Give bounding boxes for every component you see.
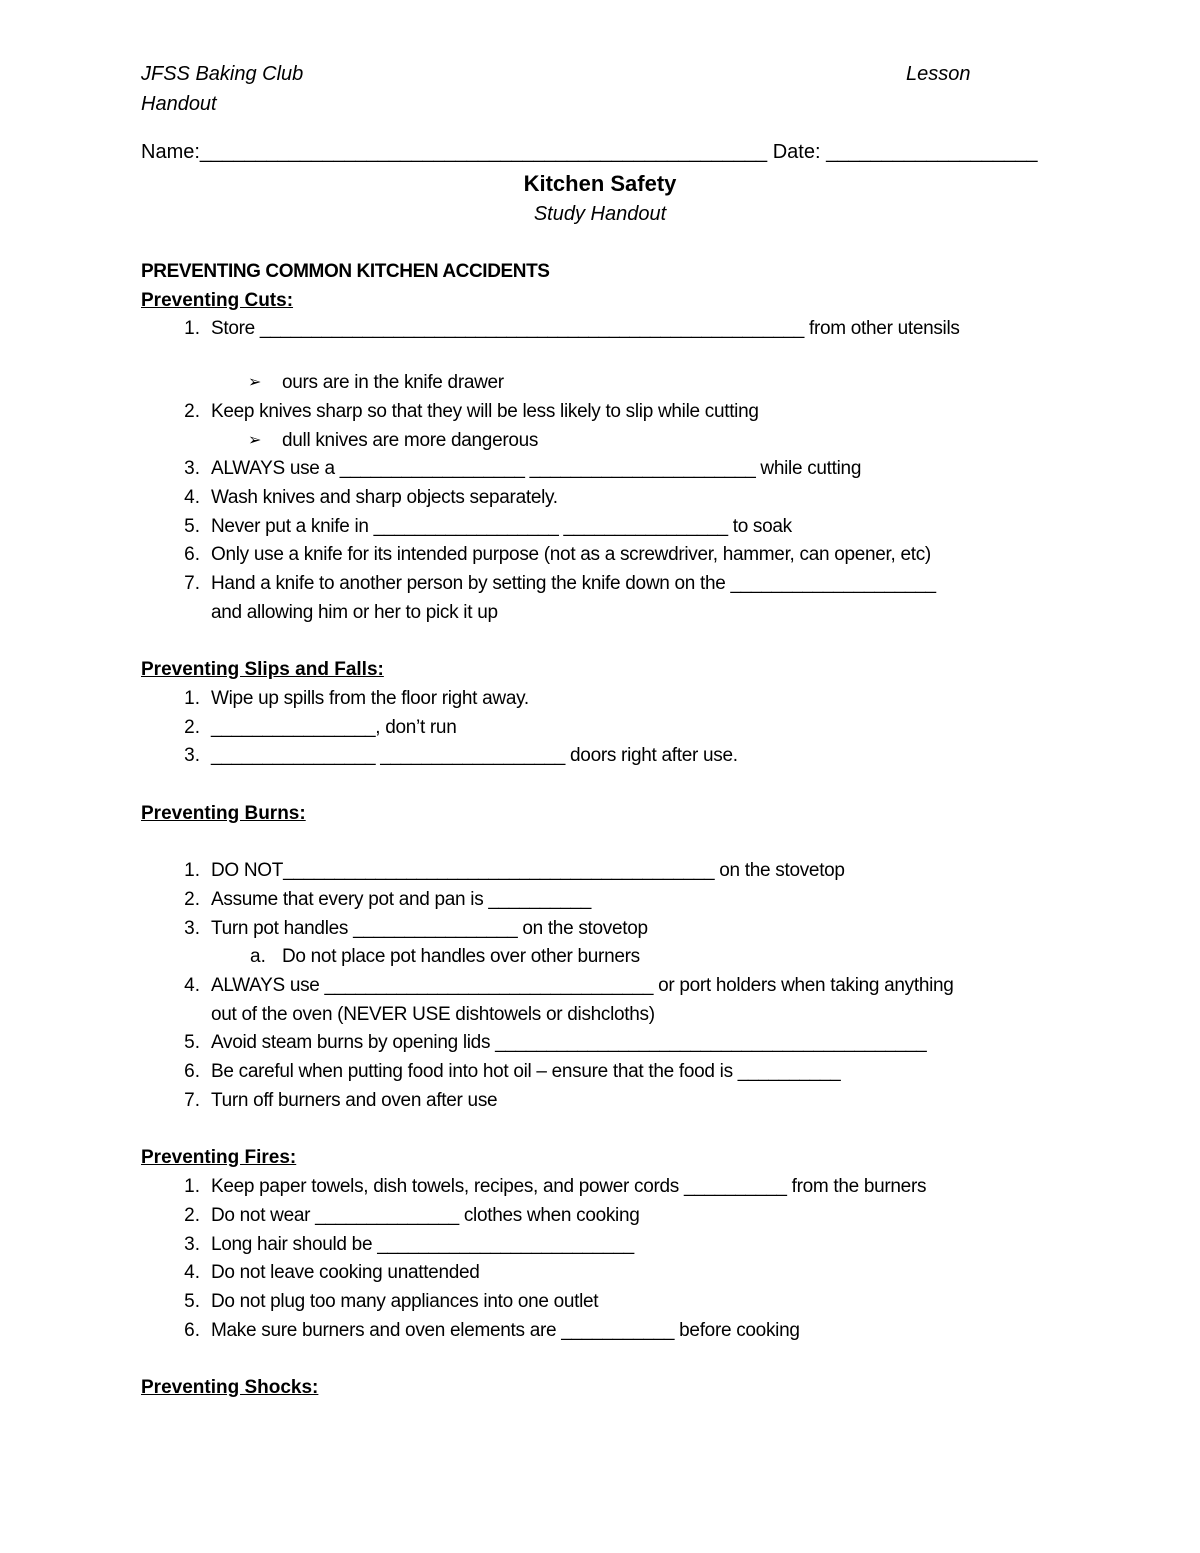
item-text: ALWAYS use ________________________________ or port holders when taking anything <box>211 975 954 996</box>
item-number: 3. <box>184 745 200 766</box>
fires-heading: Preventing Fires: <box>141 1147 297 1168</box>
arrowhead-bullet-icon: ➢ <box>248 432 262 449</box>
item-text: Be careful when putting food into hot oil – ensure that the food is __________ <box>211 1061 841 1082</box>
item-text: DO NOT__________________________________________ on the stovetop <box>211 860 845 881</box>
item-number: 5. <box>184 1291 200 1312</box>
item-number: 6. <box>184 1320 200 1341</box>
item-number: 1. <box>184 318 200 339</box>
item-number: 2. <box>184 717 200 738</box>
item-text: Do not wear ______________ clothes when cooking <box>211 1205 640 1226</box>
arrowhead-bullet-icon: ➢ <box>248 374 262 391</box>
item-number: 7. <box>184 573 200 594</box>
item-number: 6. <box>184 544 200 565</box>
item-text: Avoid steam burns by opening lids __________________________________________ <box>211 1032 927 1053</box>
club-name: JFSS Baking Club <box>141 63 304 85</box>
subitem-letter: a. <box>250 946 266 967</box>
cuts-heading: Preventing Cuts: <box>141 290 294 311</box>
bullet-text: dull knives are more dangerous <box>282 430 539 451</box>
item-text: Long hair should be _________________________ <box>211 1234 634 1255</box>
subitem-text: Do not place pot handles over other burners <box>282 946 640 967</box>
item-text: ALWAYS use a __________________ ______________________ while cutting <box>211 458 862 479</box>
item-number: 2. <box>184 1205 200 1226</box>
item-text: Wash knives and sharp objects separately. <box>211 487 558 508</box>
handout-label: Handout <box>141 93 217 115</box>
burns-heading: Preventing Burns: <box>141 803 306 824</box>
item-text: ________________ __________________ doors right after use. <box>211 745 738 766</box>
item-number: 1. <box>184 688 200 709</box>
shocks-heading: Preventing Shocks: <box>141 1377 319 1398</box>
page-subtitle: Study Handout <box>533 203 667 225</box>
item-text: Do not leave cooking unattended <box>211 1262 480 1283</box>
item-number: 3. <box>184 1234 200 1255</box>
item-text: Make sure burners and oven elements are ___________ before cooking <box>211 1320 800 1341</box>
page-title: Kitchen Safety <box>523 171 677 196</box>
item-number: 4. <box>184 1262 200 1283</box>
item-number: 7. <box>184 1090 200 1111</box>
name-date-row: Name:___________________________________________________ Date: ___________________ <box>141 141 1038 163</box>
item-text: Turn off burners and oven after use <box>211 1090 498 1111</box>
item-text: Keep paper towels, dish towels, recipes, and power cords __________ from the burners <box>211 1176 927 1197</box>
item-text: Store _____________________________________________________ from other utensils <box>211 318 960 339</box>
item-text: Wipe up spills from the floor right away. <box>211 688 529 709</box>
item-number: 5. <box>184 1032 200 1053</box>
item-number: 2. <box>184 401 200 422</box>
item-text: and allowing him or her to pick it up <box>211 602 498 623</box>
item-text: Only use a knife for its intended purpose (not as a screwdriver, hammer, can opener, etc) <box>211 544 931 565</box>
item-text: Do not plug too many appliances into one outlet <box>211 1291 599 1312</box>
bullet-text: ours are in the knife drawer <box>282 372 504 393</box>
item-text: Assume that every pot and pan is __________ <box>211 889 592 910</box>
item-number: 3. <box>184 458 200 479</box>
item-number: 1. <box>184 1176 200 1197</box>
item-number: 5. <box>184 516 200 537</box>
item-text: Hand a knife to another person by setting the knife down on the ____________________ <box>211 573 936 594</box>
main-heading: PREVENTING COMMON KITCHEN ACCIDENTS <box>141 261 550 282</box>
item-number: 4. <box>184 487 200 508</box>
item-number: 3. <box>184 918 200 939</box>
item-text: out of the oven (NEVER USE dishtowels or dishcloths) <box>211 1004 655 1025</box>
item-number: 6. <box>184 1061 200 1082</box>
item-text: ________________, don’t run <box>211 717 457 738</box>
slips-heading: Preventing Slips and Falls: <box>141 659 384 680</box>
item-text: Keep knives sharp so that they will be less likely to slip while cutting <box>211 401 759 422</box>
lesson-label: Lesson <box>906 63 971 85</box>
item-number: 4. <box>184 975 200 996</box>
item-text: Turn pot handles ________________ on the stovetop <box>211 918 648 939</box>
item-text: Never put a knife in __________________ ________________ to soak <box>211 516 792 537</box>
item-number: 1. <box>184 860 200 881</box>
item-number: 2. <box>184 889 200 910</box>
